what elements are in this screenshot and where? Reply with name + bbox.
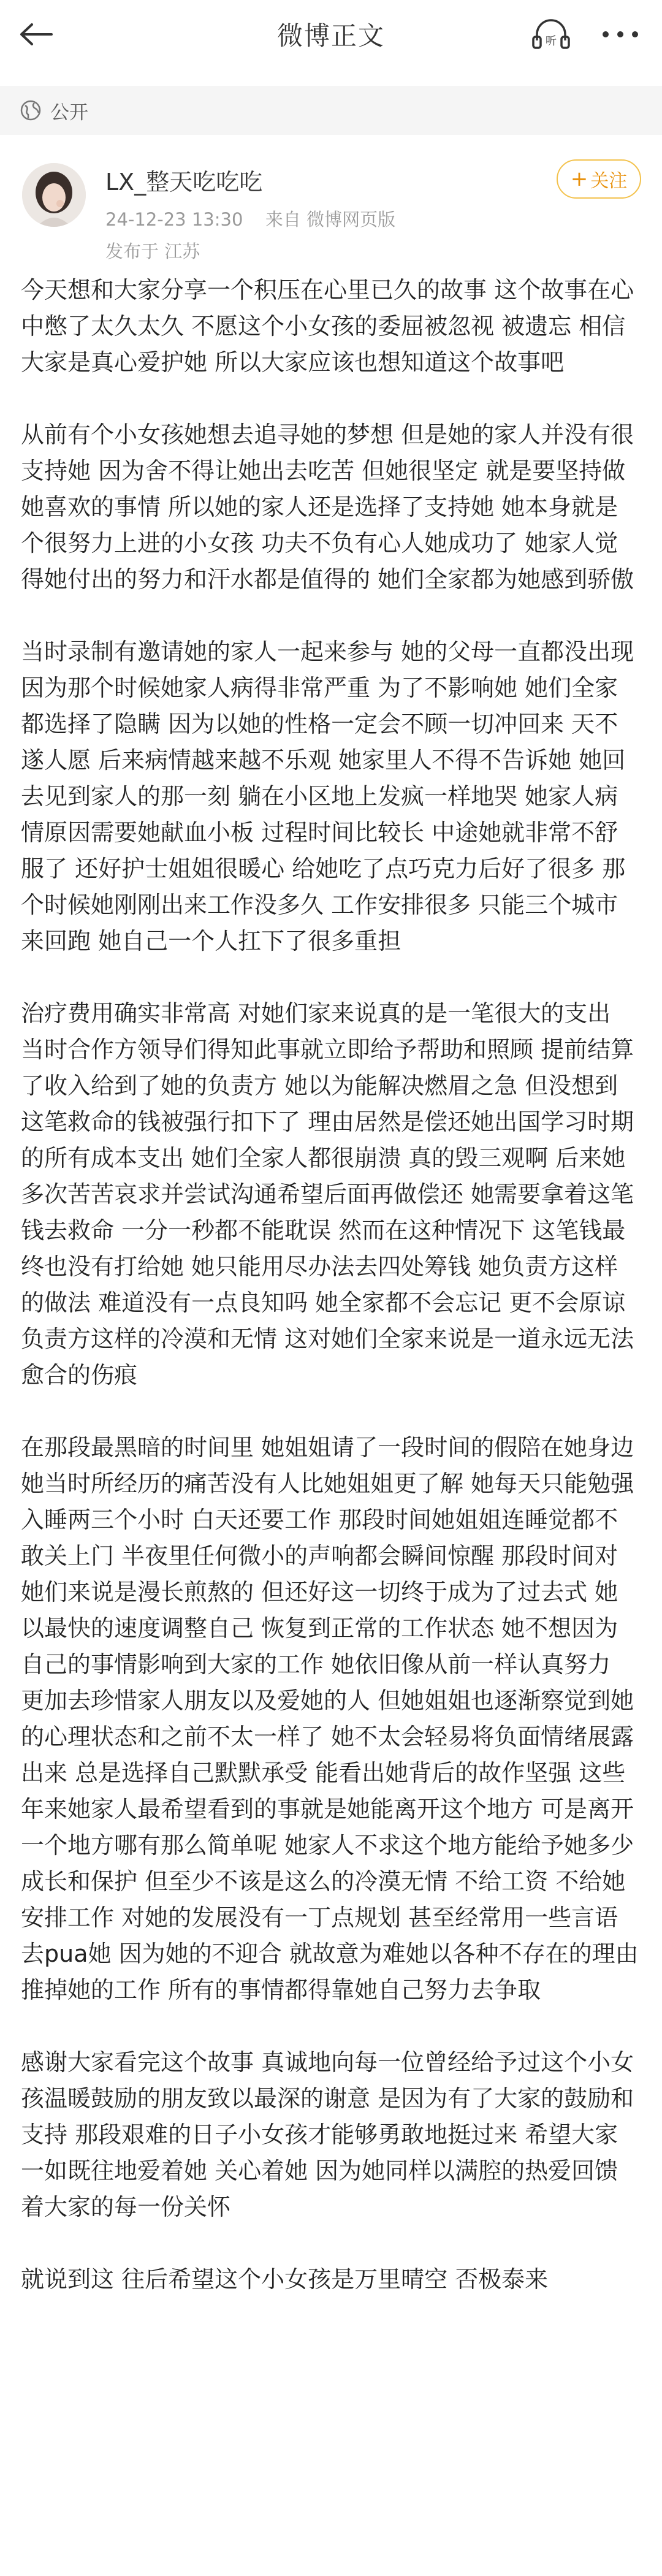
back-button[interactable] — [16, 17, 55, 51]
plus-icon: + — [570, 167, 588, 191]
globe-icon — [20, 99, 43, 122]
visibility-strip — [0, 86, 662, 135]
post-paragraph: 从前有个小女孩她想去追寻她的梦想 但是她的家人并没有很支持她 因为舍不得让她出去吃苦 但她很坚定 就是要坚持做她喜欢的事情 所以她的家人还是选择了支持她 她本身就是个很努力上进的小女孩 功夫不负有心人她成功了 她家人觉得她付出的努力和汗水都是值得的 她们全家都为她感到骄傲 — [21, 421, 634, 593]
page-title: 微博正文 — [276, 21, 385, 51]
more-dots-icon — [601, 30, 640, 39]
follow-button[interactable] — [557, 159, 641, 199]
headphones-icon — [530, 17, 573, 51]
post-paragraph: 当时录制有邀请她的家人一起来参与 她的父母一直都没出现 因为那个时候她家人病得非常严重 为了不影响她 她们全家都选择了隐瞒 因为以她的性格一定会不顾一切冲回来 天不遂人愿 后来病情越来越不乐观 她家里人不得不告诉她 她回去见到家人的那一刻 躺在小区地上发疯一样地哭 她家人病情原因需要她献血小板 过程时间比较长 中途她就非常不舒服了 还好护士姐姐很暖心 给她吃了点巧克力后好了很多 那个时候她刚刚出来工作没多久 工作安排很多 只能三个城市来回跑 她自己一个人扛下了很多重担 — [21, 638, 634, 955]
back-arrow-icon — [18, 22, 53, 47]
post-paragraph: 治疗费用确实非常高 对她们家来说真的是一笔很大的支出 当时合作方领导们得知此事就立即给予帮助和照顾 提前结算了收入给到了她的负责方 她以为能解决燃眉之急 但没想到这笔救命的钱被强行扣下了 理由居然是偿还她出国学习时期的所有成本支出 她们全家人都很崩溃 真的毁三观啊 后来她多次苦苦哀求并尝试沟通希望后面再做偿还 她需要拿着这笔钱去救命 一分一秒都不能耽误 然而在这种情况下 这笔钱最终也没有打给她 她只能用尽办法去四处筹钱 她负责方这样的做法 难道没有一点良知吗 她全家都不会忘记 更不会原谅负责方这样的冷漠和无情 这对她们全家来说是一道永远无法愈合的伤痕 — [21, 1000, 634, 1389]
listen-label: 听 — [546, 35, 557, 48]
post-paragraph: 在那段最黑暗的时间里 她姐姐请了一段时间的假陪在她身边 她当时所经历的痛苦没有人比她姐姐更了解 她每天只能勉强入睡两三个小时 白天还要工作 那段时间她姐姐连睡觉都不敢关上门 半夜里任何微小的声响都会瞬间惊醒 那段时间对她们来说是漫长煎熬的 但还好这一切终于成为了过去式 她以最快的速度调整自己 恢复到正常的工作状态 她不想因为自己的事情影响到大家的工作 她依旧像从前一样认真努力 更加去珍惜家人朋友以及爱她的人 但她姐姐也逐渐察觉到她的心理状态和之前不太一样了 她不太会轻易将负面情绪展露出来 总是选择自己默默承受 能看出她背后的故作坚强 这些年来她家人最希望看到的事就是她能离开这个地方 可是离开一个地方哪有那么简单呢 她家人不求这个地方能给予她多少成长和保护 但至少不该是这么的冷漠无情 不给工资 不给她安排工作 对她的发展没有一丁点规划 甚至经常用一些言语去pua她 因为她的不迎合 就故意为难她以各种不存在的理由推掉她的工作 所有的事情都得靠她自己努力去争取 — [21, 1434, 639, 2003]
top-nav-bar — [0, 0, 662, 69]
visibility-label: 公开 — [50, 101, 88, 124]
post-body — [21, 272, 641, 2298]
avatar[interactable] — [22, 163, 86, 227]
post-paragraph: 今天想和大家分享一个积压在心里已久的故事 这个故事在心中憋了太久太久 不愿这个小女孩的委屈被忽视 被遗忘 相信大家是真心爱护她 所以大家应该也想知道这个故事吧 — [21, 276, 634, 376]
author-header — [0, 150, 662, 272]
more-button[interactable] — [597, 17, 644, 51]
post-location: 发布于 江苏 — [105, 241, 200, 262]
post-paragraph: 就说到这 往后希望这个小女孩是万里晴空 否极泰来 — [21, 2266, 549, 2293]
post-paragraph: 感谢大家看完这个故事 真诚地向每一位曾经给予过这个小女孩温暖鼓励的朋友致以最深的谢意 是因为有了大家的鼓励和支持 那段艰难的日子小女孩才能够勇敢地挺过来 希望大家一如既往地爱着她 关心着她 因为她同样以满腔的热爱回馈着大家的每一份关怀 — [21, 2049, 634, 2220]
post-source: 来自 微博网页版 — [265, 209, 396, 230]
follow-label: 关注 — [590, 170, 628, 192]
author-name[interactable]: LX_整天吃吃吃 — [105, 169, 263, 196]
listen-button[interactable] — [528, 16, 574, 53]
post-meta — [105, 206, 395, 231]
post-timestamp: 24-12-23 13:30 — [105, 209, 243, 230]
